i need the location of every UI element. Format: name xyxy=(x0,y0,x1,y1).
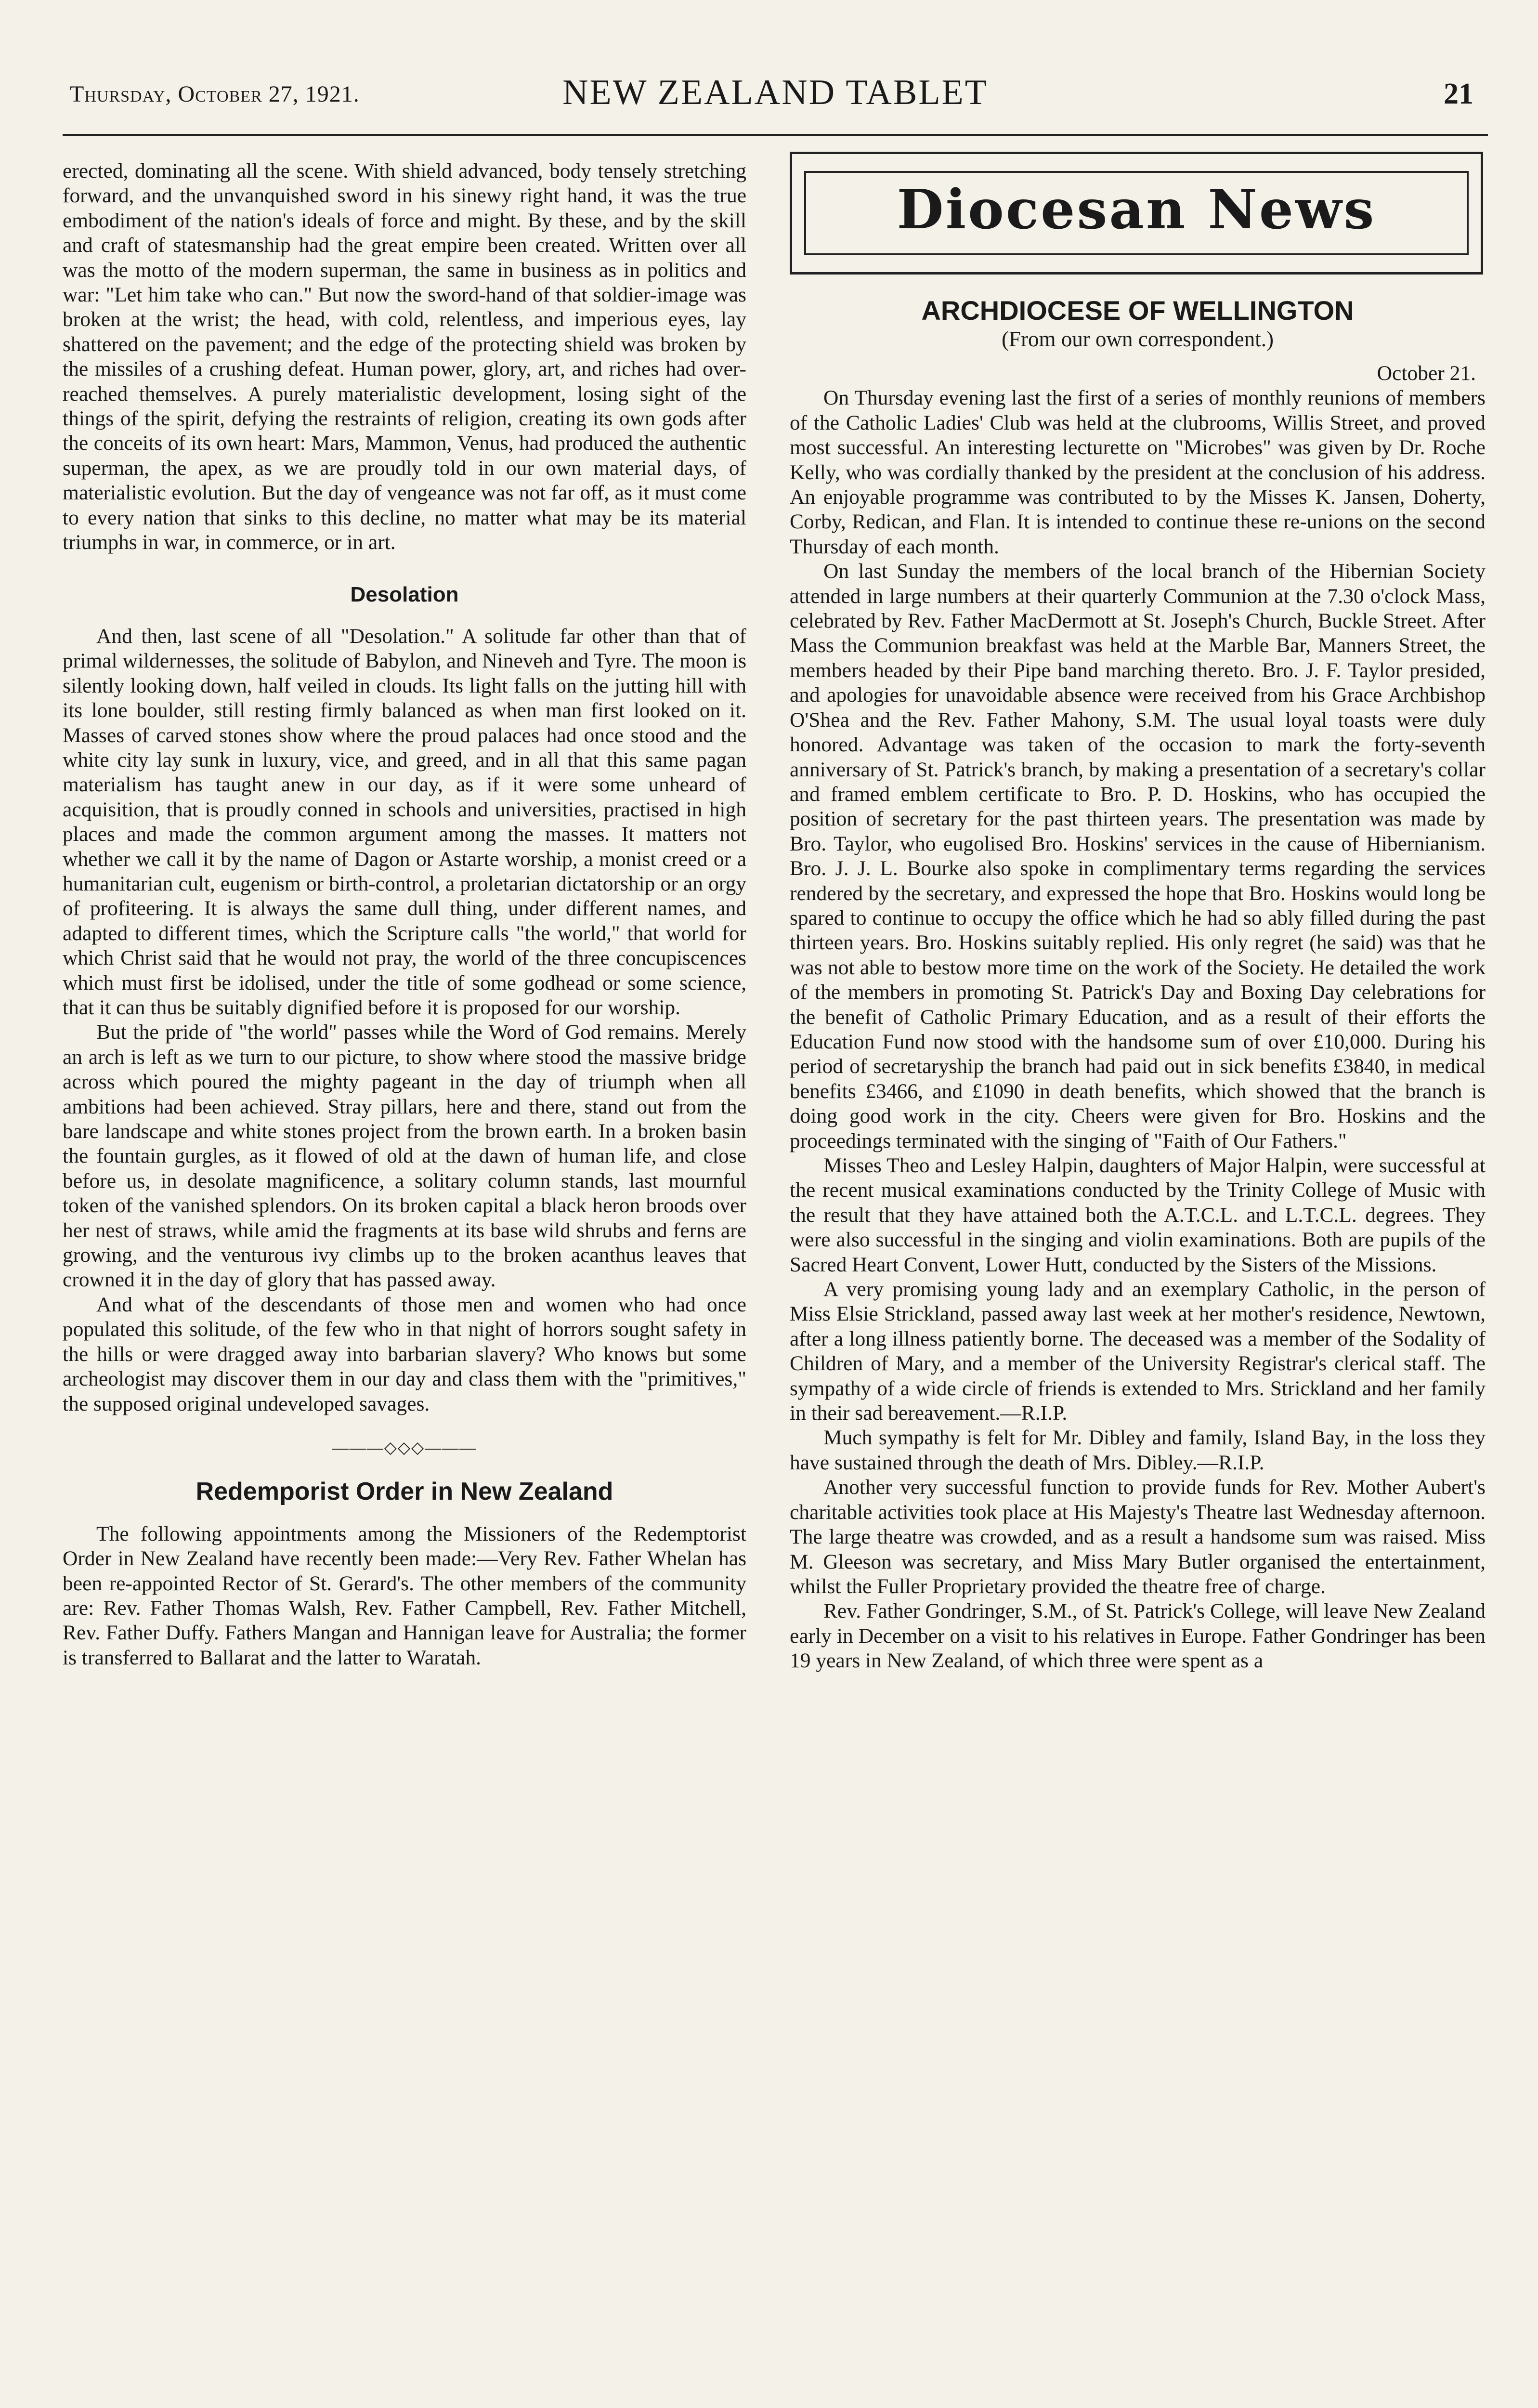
paragraph: On Thursday evening last the first of a series of monthly reunions of members of the Catholic Ladies' Club was held at the clubrooms, Willis Street, and proved most successful. An interesting lecturette on "Microbes" was given by Dr. Roche Kelly, who was cordially thanked by the president at the conclusion of his address. An enjoyable programme was contributed to by the Misses K. Jansen, Doherty, Corby, Redican, and Flan. It is intended to continue these re-unions on the second Thursday of each month. xyxy=(790,386,1486,558)
diocesan-news-banner xyxy=(790,152,1483,275)
paragraph: Misses Theo and Lesley Halpin, daughters of Major Halpin, were successful at the recent musical examinations conducted by the Trinity College of Music with the result that they have attained both the A.T.C.L. and L.T.C.L. degrees. They were also successful in the singing and violin examinations. Both are pupils of the Sacred Heart Convent, Lower Hutt, conducted by the Sisters of the Missions. xyxy=(790,1154,1486,1276)
paragraph: erected, dominating all the scene. With shield advanced, body tensely stretching forward, and the unvanquished sword in his sinewy right hand, it was the true embodiment of the nation's ideals of force and might. By these, and by the skill and craft of statesmanship had the great empire been created. Written over all was the motto of the modern superman, the same in business as in politics and war: "Let him take who can." But now the sword-hand of that soldier-image was broken at the wrist; the head, with cold, relentless, and imperious eyes, lay shattered on the pavement; and the edge of the protecting shield was broken by the missiles of a crushing defeat. Human power, glory, art, and riches had over-reached themselves. A purely materialistic development, losing sight of the things of the spirit, defying the restraints of religion, creating its own gods after the conceits of its own heart: Mars, Mammon, Venus, had produced the authentic superman, the apex, as we are proudly told in our own material days, of materialistic evolution. But the day of vengeance was not far off, as it must come to every nation that sinks to this decline, no matter what may be its material triumphs in war, in commerce, or in art. xyxy=(63,159,746,554)
archdiocese-heading: ARCHDIOCESE OF WELLINGTON xyxy=(921,295,1354,326)
correspondent-line: (From our own correspondent.) xyxy=(1002,327,1274,351)
paragraph: And what of the descendants of those men and women who had once populated this solitude, of the few who in that night of horrors sought safety in the hills or were dragged away into barbarian slavery? Who knows but some archeologist may discover them in our day and class them with the "primitives," the supposed original undeveloped savages. xyxy=(63,1293,746,1415)
banner-title: Diocesan News xyxy=(897,178,1376,241)
dateline: October 21. xyxy=(1377,362,1476,385)
paragraph: Much sympathy is felt for Mr. Dibley and family, Island Bay, in the loss they have sustained through the death of Mrs. Dibley.—R.I.P. xyxy=(790,1426,1486,1474)
section-heading-desolation: Desolation xyxy=(350,582,459,606)
issue-date: Thursday, October 27, 1921. xyxy=(70,81,360,107)
header-divider xyxy=(63,134,1488,136)
right-column xyxy=(790,361,1486,1674)
paragraph: A very promising young lady and an exemplary Catholic, in the person of Miss Elsie Strickland, passed away last week at her mother's residence, Newtown, after a long illness patiently borne. The deceased was a member of the Sodality of Children of Mary, and a member of the University Registrar's clerical staff. The sympathy of a wide circle of friends is extended to Mrs. Strickland and her family in their sad bereavement.—R.I.P. xyxy=(790,1278,1486,1425)
page-header xyxy=(63,72,1488,120)
paragraph: And then, last scene of all "Desolation." A solitude far other than that of primal wildernesses, the solitude of Babylon, and Nineveh and Tyre. The moon is silently looking down, half veiled in clouds. Its light falls on the jutting hill with its lone boulder, still resting firmly balanced as when man first looked on it. Masses of carved stones show where the proud palaces had once stood and the white city lay sunk in luxury, vice, and greed, and in all that this same pagan materialism has taught anew in our day, as if it were some unheard of acquisition, that is proudly conned in schools and universities, practised in high places and made the common argument among the masses. It matters not whether we call it by the name of Dagon or Astarte worship, a monist creed or a humanitarian cult, eugenism or birth-control, a proletarian dictatorship or an orgy of profiteering. It is always the same dull thing, under different names, and adapted to different times, which the Scripture calls "the world," that world for which Christ said that he would not pray, the world of the three concupiscences which must first be idolised, under the title of some godhead or some science, that it can thus be suitably dignified before it is proposed for our worship. xyxy=(63,624,746,1019)
paragraph: Another very successful function to provide funds for Rev. Mother Aubert's charitable activities took place at His Majesty's Theatre last Wednesday afternoon. The large theatre was crowded, and as a result a handsome sum was raised. Miss M. Gleeson was secretary, and Miss Mary Butler organised the entertainment, whilst the Fuller Proprietary provided the theatre free of charge. xyxy=(790,1476,1486,1598)
masthead-title: NEW ZEALAND TABLET xyxy=(562,73,988,112)
left-column xyxy=(63,159,746,1670)
section-ornament: ———◇◇◇——— xyxy=(332,1439,477,1457)
page-number: 21 xyxy=(1444,78,1473,110)
paragraph: But the pride of "the world" passes while the Word of God remains. Merely an arch is left as we turn to our picture, to show where stood the massive bridge across which poured the mighty pageant in the day of triumph when all ambitions had been achieved. Stray pillars, here and there, stand out from the bare landscape and white stones project from the brown earth. In a broken basin the fountain gurgles, as it flowed of old at the dawn of human life, and close before us, in desolate magnificence, a solitary column stands, last mournful token of the vanished splendors. On its broken capital a black heron broods over her nest of straws, while amid the fragments at its base wild shrubs and ferns are growing, and the venturous ivy climbs up to the broken acanthus leaves that crowned it in the day of glory that has passed away. xyxy=(63,1021,746,1292)
section-heading-redemptorist: Redemporist Order in New Zealand xyxy=(196,1478,613,1506)
paragraph: On last Sunday the members of the local branch of the Hibernian Society attended in large numbers at their quarterly Communion at the 7.30 o'clock Mass, celebrated by Rev. Father MacDermott at St. Joseph's Church, Buckle Street. After Mass the Communion breakfast was held at the Marble Bar, Manners Street, the members headed by their Pipe band marching thereto. Bro. J. F. Taylor presided, and apologies for unavoidable absence were received from his Grace Archbishop O'Shea and the Rev. Father Mahony, S.M. The usual loyal toasts were duly honored. Advantage was taken of the occasion to mark the forty-seventh anniversary of St. Patrick's branch, by making a presentation of a secretary's collar and framed emblem certificate to Bro. P. D. Hoskins, who has occupied the position of secretary for the past thirteen years. The presentation was made by Bro. Taylor, who eugolised Bro. Hoskins' services in the cause of Hibernianism. Bro. J. J. L. Bourke also spoke in complimentary terms regarding the services rendered by the secretary, and expressed the hope that Bro. Hoskins would long be spared to continue to occupy the office which he had so ably filled during the past thirteen years. Bro. Hoskins suitably replied. His only regret (he said) was that he was not able to bestow more time on the work of the Society. He detailed the work of the members in promoting St. Patrick's Day and Boxing Day celebrations for the benefit of Catholic Primary Education, and as a result of their efforts the Education Fund now stood with the handsome sum of over £10,000. During his period of secretaryship the branch had paid out in sick benefits £3840, in medical benefits £3466, and £1090 in death benefits, which showed that the branch is doing good work in the city. Cheers were given for Bro. Hoskins and the proceedings terminated with the singing of "Faith of Our Fathers." xyxy=(790,560,1486,1152)
paragraph: Rev. Father Gondringer, S.M., of St. Patrick's College, will leave New Zealand early in December on a visit to his relatives in Europe. Father Gondringer has been 19 years in New Zealand, of which three were spent as a xyxy=(790,1599,1486,1673)
paragraph: The following appointments among the Missioners of the Redemptorist Order in New Zealand have recently been made:—Very Rev. Father Whelan has been re-appointed Rector of St. Gerard's. The other members of the community are: Rev. Father Thomas Walsh, Rev. Father Campbell, Rev. Father Mitchell, Rev. Father Duffy. Fathers Mangan and Hannigan leave for Australia; the former is transferred to Ballarat and the latter to Waratah. xyxy=(63,1522,746,1669)
